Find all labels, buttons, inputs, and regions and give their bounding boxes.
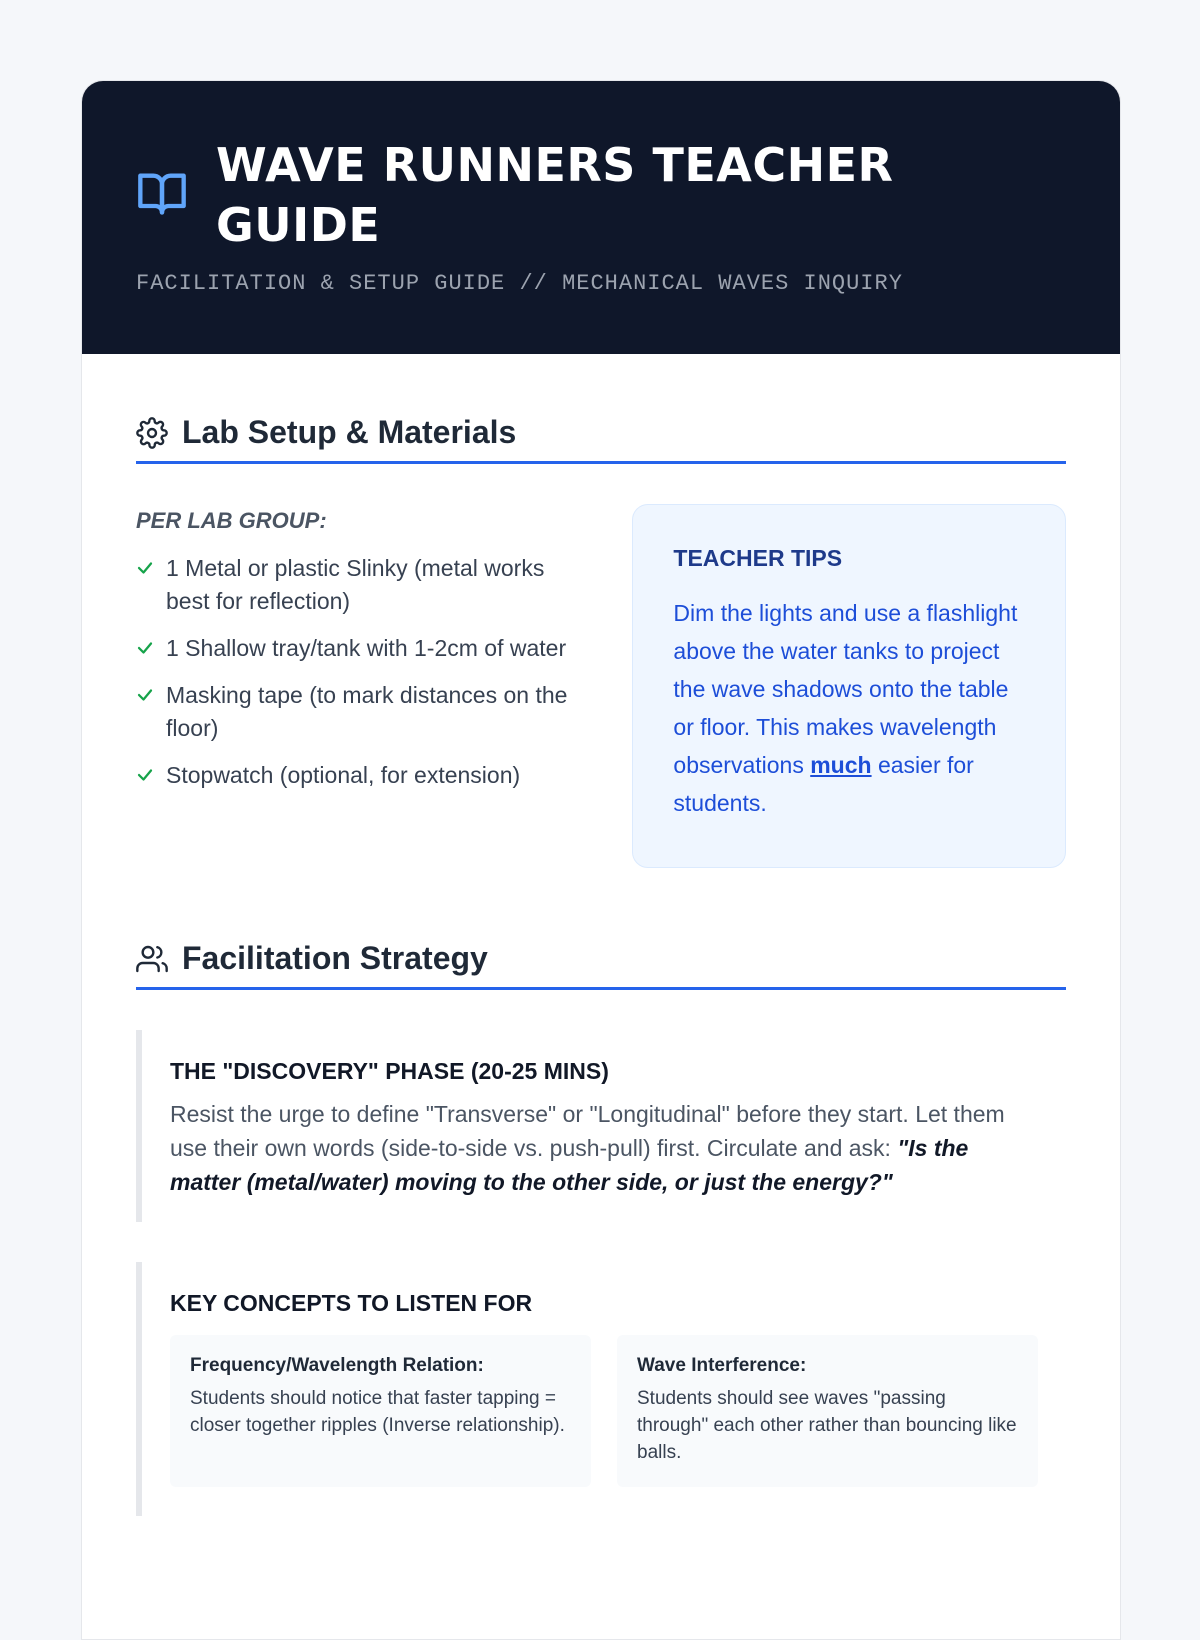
tips-text-after: easier for students. xyxy=(673,752,974,816)
book-open-icon xyxy=(136,167,188,219)
page-subtitle: FACILITATION & SETUP GUIDE // MECHANICAL WAVES INQUIRY xyxy=(136,271,903,296)
teacher-tips-box xyxy=(632,504,1066,868)
discovery-question: "Is the matter (metal/water) moving to the other side, or just the energy?" xyxy=(170,1135,969,1195)
tips-emphasis: much xyxy=(810,752,872,778)
discovery-body: Resist the urge to define "Transverse" or "Longitudinal" before they start. Let them use their own words (side-to-side vs. push-pull) first. Circulate and ask: xyxy=(170,1101,1005,1161)
guide-header xyxy=(82,81,1120,354)
concept-card xyxy=(617,1335,1038,1487)
discovery-title: THE "DISCOVERY" PHASE (20-25 MINS) xyxy=(170,1058,609,1084)
tips-text xyxy=(673,594,1025,822)
list-item xyxy=(136,552,580,618)
check-icon xyxy=(136,639,154,657)
concept-text: Students should see waves "passing through" each other rather than bouncing like balls. xyxy=(637,1388,1017,1463)
tips-title: TEACHER TIPS xyxy=(673,545,843,571)
concepts-title: KEY CONCEPTS TO LISTEN FOR xyxy=(170,1290,533,1316)
check-icon xyxy=(136,686,154,704)
title-row xyxy=(136,135,1066,255)
material-text: Masking tape (to mark distances on the floor) xyxy=(166,682,568,741)
concepts-grid xyxy=(170,1335,1038,1487)
guide-body xyxy=(82,404,1120,1516)
material-text: 1 Metal or plastic Slinky (metal works best for reflection) xyxy=(166,555,545,614)
check-icon xyxy=(136,766,154,784)
setup-grid xyxy=(136,504,1066,868)
section-title-setup: Lab Setup & Materials xyxy=(182,414,517,450)
material-text: 1 Shallow tray/tank with 1-2cm of water xyxy=(166,635,567,661)
discovery-phase-block xyxy=(136,1030,1066,1222)
concept-text: Students should notice that faster tapping = closer together ripples (Inverse relationship). xyxy=(190,1388,565,1436)
guide-card xyxy=(81,80,1121,1640)
materials-column xyxy=(136,504,580,868)
users-icon xyxy=(136,943,168,975)
section-header-facilitation xyxy=(136,930,1066,990)
gear-icon xyxy=(136,417,168,449)
section-header-setup xyxy=(136,404,1066,464)
materials-list xyxy=(136,552,580,792)
concept-title: Wave Interference: xyxy=(637,1355,807,1376)
tips-text-before: Dim the lights and use a flashlight above the water tanks to project the wave shadows onto the table or floor. This makes wavelength observations xyxy=(673,600,1018,778)
concept-card xyxy=(170,1335,591,1487)
list-item xyxy=(136,632,580,665)
list-item xyxy=(136,759,580,792)
section-title-facilitation: Facilitation Strategy xyxy=(182,940,488,976)
group-label: PER LAB GROUP: xyxy=(136,508,327,533)
list-item xyxy=(136,679,580,745)
key-concepts-block xyxy=(136,1262,1066,1516)
material-text: Stopwatch (optional, for extension) xyxy=(166,762,521,788)
page-title: WAVE RUNNERS TEACHER GUIDE xyxy=(216,138,894,252)
check-icon xyxy=(136,559,154,577)
concept-title: Frequency/Wavelength Relation: xyxy=(190,1355,484,1376)
discovery-text xyxy=(170,1097,1038,1199)
